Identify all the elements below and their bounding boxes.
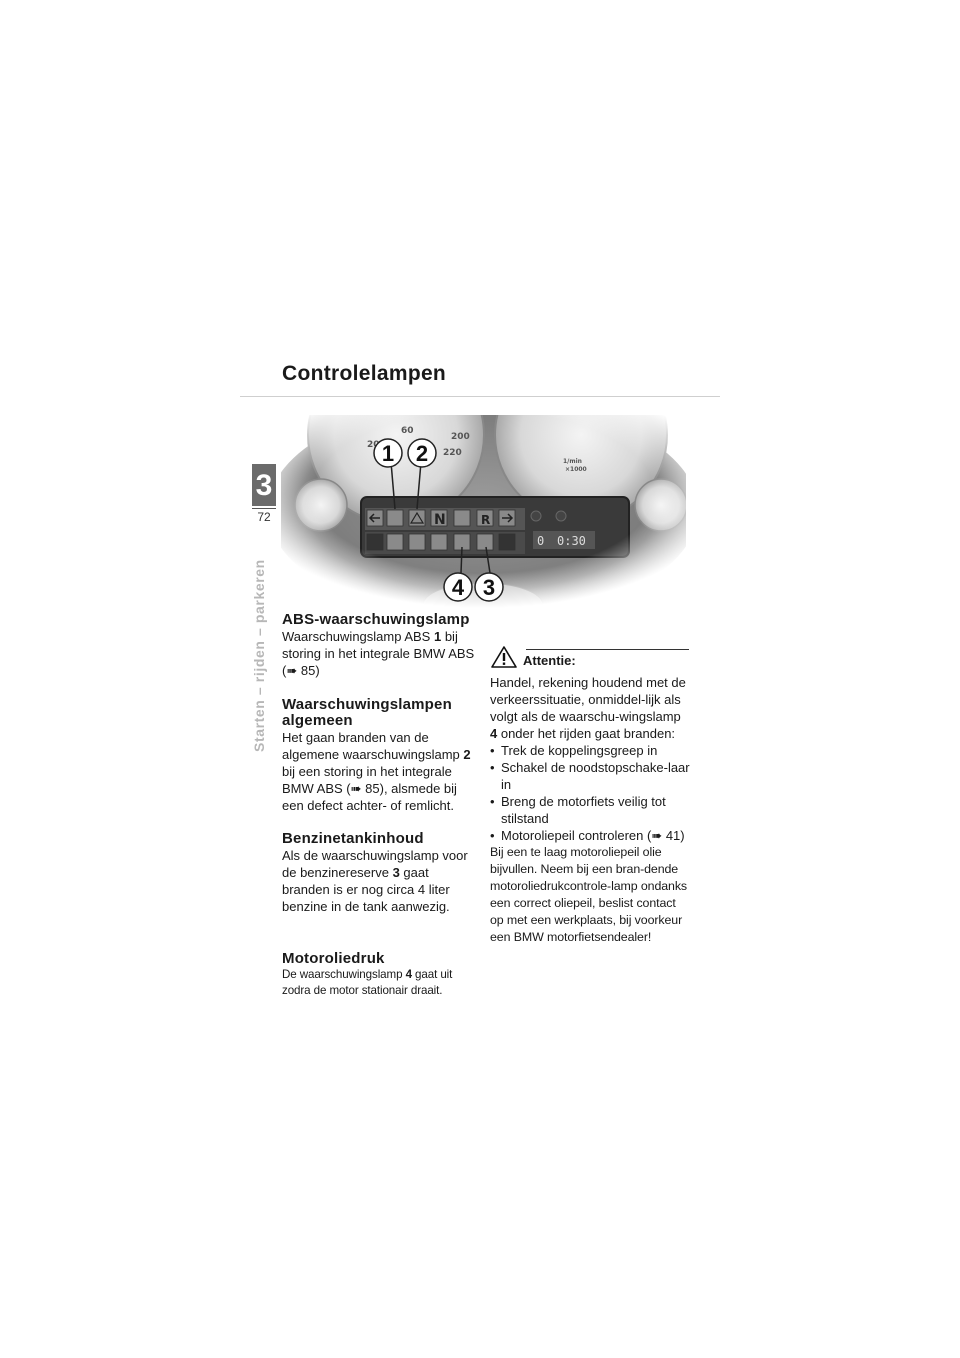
- text: ): [680, 828, 685, 843]
- text: bij storing in het integrale BMW ABS (: [282, 629, 475, 678]
- section-oil-body: [282, 967, 478, 998]
- ref-number: 3: [392, 865, 400, 880]
- section-abs: [282, 612, 478, 679]
- chapter-divider: [252, 508, 276, 509]
- text: onder het rijden gaat branden:: [497, 726, 676, 741]
- callout-line-4: [461, 547, 462, 573]
- section-fuel-heading: Benzinetankinhoud: [282, 830, 424, 847]
- section-oil-heading: Motoroliedruk: [282, 950, 385, 967]
- list-item: • Trek de koppelingsgreep in: [490, 742, 690, 759]
- callout-4-label: 4: [451, 575, 465, 600]
- text: Handel, rekening houdend met de verkeerssituatie, onmiddel-lijk als volgt als de waarschu-wingslamp: [490, 675, 686, 724]
- page-ref-arrow-icon: ➠: [286, 663, 301, 678]
- chapter-tab: 3: [252, 464, 276, 506]
- ref-number: 4: [490, 726, 498, 741]
- instrument-cluster-photo: [281, 415, 686, 608]
- text: Als de waarschuwingslamp voor de benzinereserve: [282, 848, 468, 880]
- callout-2-label: 2: [415, 441, 429, 466]
- section-abs-heading: ABS-waarschuwingslamp: [282, 611, 470, 628]
- text: Het gaan branden van de algemene waarschuwingslamp: [282, 730, 464, 762]
- text: gaat uit zodra de motor stationair draait.: [282, 968, 453, 997]
- section-oil: [282, 951, 478, 998]
- callout-3-label: 3: [482, 575, 496, 600]
- attention-closing: Bij een te laag motoroliepeil olie bijvullen. Neem bij een bran-dende motoroliedrukcontrole-lamp ondanks een correct oliepeil, beslist contact op met een werkplaats, bij voorkeur een BMW motorfietsendealer!: [490, 845, 688, 944]
- ref-number: 4: [405, 968, 412, 981]
- callout-4: [444, 573, 472, 601]
- section-general-body: [282, 729, 478, 814]
- attention-intro: [490, 674, 690, 742]
- section-fuel-body: [282, 847, 478, 915]
- ref-number: 2: [463, 747, 471, 762]
- text: ), alsmede bij een defect achter- of remlicht.: [282, 781, 457, 813]
- title-divider: [240, 396, 720, 397]
- ref-number: 1: [433, 629, 442, 644]
- text: gaat branden is er nog circa 4 liter benzine in de tank aanwezig.: [282, 865, 450, 914]
- callout-3: [475, 573, 503, 601]
- section-general: [282, 697, 478, 814]
- text: Waarschuwingslamp ABS: [282, 629, 434, 644]
- text: De waarschuwingslamp: [282, 968, 406, 981]
- page-number: 72: [257, 510, 271, 524]
- text: Motoroliepeil controleren (: [501, 828, 652, 843]
- instrument-cluster-figure: [281, 415, 686, 608]
- attention-title: Attentie:: [523, 653, 576, 668]
- attention-steps: [490, 742, 690, 844]
- list-item: • Schakel de noodstopschake-laar in: [490, 759, 690, 793]
- section-general-heading: Waarschuwingslampen algemeen: [282, 696, 452, 729]
- page-title: Controlelampen: [282, 362, 447, 385]
- section-fuel: [282, 831, 478, 915]
- text: ): [315, 663, 320, 678]
- list-item: • Breng de motorfiets veilig tot stilstand: [490, 793, 690, 827]
- callout-2: [408, 439, 436, 467]
- page-ref: 41: [665, 828, 681, 843]
- attention-heading: [491, 646, 576, 668]
- text: bij een storing in het integrale BMW ABS (: [282, 764, 452, 796]
- attention-body: [490, 674, 690, 946]
- page-ref: 85: [300, 663, 316, 678]
- page-ref-arrow-icon: ➠: [350, 781, 366, 796]
- page-ref: 85: [365, 781, 380, 796]
- callout-1: [374, 439, 402, 467]
- callout-1-label: 1: [381, 441, 395, 466]
- warning-triangle-icon: [491, 646, 517, 668]
- page-ref-arrow-icon: ➠: [651, 828, 666, 843]
- list-item: [490, 827, 690, 844]
- section-abs-body: [282, 628, 478, 679]
